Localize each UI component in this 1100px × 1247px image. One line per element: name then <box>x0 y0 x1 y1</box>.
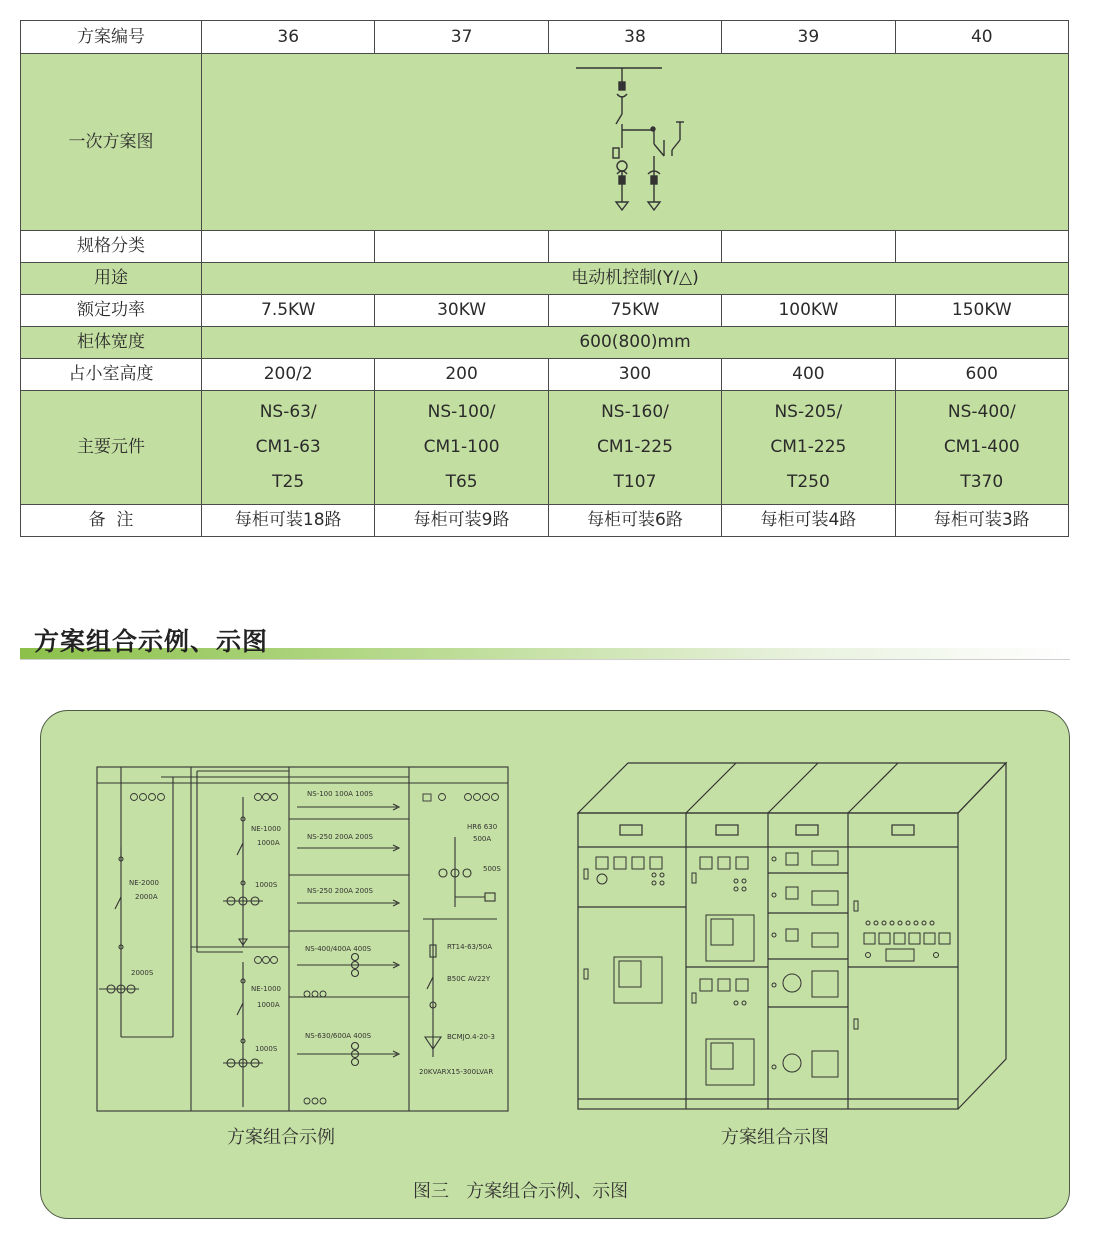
cabinet-width-value: 600(800)mm <box>202 327 1069 359</box>
schematic-label: 1000S <box>255 881 278 889</box>
spec-class-cell <box>895 231 1068 263</box>
right-figure-caption: 方案组合示图 <box>721 1127 829 1148</box>
spec-table <box>20 20 1069 537</box>
compartment-height-cell: 200 <box>375 359 548 391</box>
schematic-label: NS-250 200A 200S <box>307 833 373 841</box>
compartment-height-row <box>21 359 1069 391</box>
spec-class-cell <box>375 231 548 263</box>
rated-power-label: 额定功率 <box>21 295 202 327</box>
schematic-label: NS-100 100A 100S <box>307 790 373 798</box>
spec-class-cell <box>202 231 375 263</box>
cabinet-illustration <box>576 763 1008 1113</box>
notes-cell: 每柜可装18路 <box>202 505 375 537</box>
component-line: CM1-63 <box>255 437 321 457</box>
notes-row <box>21 505 1069 537</box>
cabinet-width-row <box>21 327 1069 359</box>
rated-power-cell: 100KW <box>722 295 895 327</box>
spec-class-row <box>21 231 1069 263</box>
scheme-number-38: 38 <box>548 21 721 54</box>
compartment-height-cell: 200/2 <box>202 359 375 391</box>
scheme-number-39: 39 <box>722 21 895 54</box>
scheme-number-row <box>21 21 1069 54</box>
main-components-cell <box>895 391 1068 505</box>
figure-caption: 图三 方案组合示例、示图 <box>413 1181 629 1202</box>
compartment-height-cell: 600 <box>895 359 1068 391</box>
schematic-label: HR6 630 <box>467 823 498 831</box>
schematic-label: RT14-63/50A <box>447 943 493 951</box>
cabinet-width-label: 柜体宽度 <box>21 327 202 359</box>
scheme-number-36: 36 <box>202 21 375 54</box>
component-line: CM1-100 <box>423 437 500 457</box>
component-line: T107 <box>613 472 657 492</box>
component-line: T65 <box>445 472 478 492</box>
section-divider <box>20 659 1070 660</box>
primary-diagram-label: 一次方案图 <box>21 54 202 231</box>
use-row <box>21 263 1069 295</box>
primary-diagram-row <box>21 54 1069 231</box>
rated-power-cell: 7.5KW <box>202 295 375 327</box>
compartment-height-label: 占小室高度 <box>21 359 202 391</box>
schematic-label: 500S <box>483 865 501 873</box>
notes-cell: 每柜可装3路 <box>895 505 1068 537</box>
schematic-label: 2000S <box>131 969 154 977</box>
schematic-label: 20KVARX15-300LVAR <box>419 1068 494 1076</box>
schematic-label: NE-1000 <box>251 825 281 833</box>
component-line: CM1-225 <box>770 437 847 457</box>
rated-power-cell: 150KW <box>895 295 1068 327</box>
schematic-label: 2000A <box>135 893 158 901</box>
schematic-label: 1000A <box>257 839 280 847</box>
compartment-height-cell: 300 <box>548 359 721 391</box>
compartment-height-cell: 400 <box>722 359 895 391</box>
schematic-label: 500A <box>473 835 492 843</box>
combination-schematic <box>97 767 509 1113</box>
scheme-number-label: 方案编号 <box>21 21 202 54</box>
section-title: 方案组合示例、示图 <box>34 627 269 656</box>
rated-power-cell: 75KW <box>548 295 721 327</box>
component-line: NS-63/ <box>259 402 317 422</box>
schematic-label: NE-1000 <box>251 985 281 993</box>
schematic-label: 1000A <box>257 1001 280 1009</box>
schematic-label: 1000S <box>255 1045 278 1053</box>
schematic-label: NS-630/600A 400S <box>305 1032 372 1040</box>
schematic-label: NS-250 200A 200S <box>307 887 373 895</box>
scheme-number-40: 40 <box>895 21 1068 54</box>
primary-circuit-diagram-cell <box>202 54 1069 231</box>
main-components-label: 主要元件 <box>21 391 202 505</box>
schematic-label: NE-2000 <box>129 879 159 887</box>
scheme-number-37: 37 <box>375 21 548 54</box>
main-components-cell <box>548 391 721 505</box>
component-line: T370 <box>960 472 1004 492</box>
notes-cell: 每柜可装4路 <box>722 505 895 537</box>
notes-cell: 每柜可装9路 <box>375 505 548 537</box>
spec-class-label: 规格分类 <box>21 231 202 263</box>
use-value: 电动机控制(Y/△) <box>202 263 1069 295</box>
schematic-label: BCMJO.4-20-3 <box>447 1033 495 1041</box>
component-line: NS-205/ <box>774 402 843 422</box>
use-label: 用途 <box>21 263 202 295</box>
spec-class-cell <box>722 231 895 263</box>
figure-panel <box>40 710 1070 1219</box>
component-line: CM1-400 <box>943 437 1020 457</box>
component-line: NS-400/ <box>947 402 1016 422</box>
main-components-cell <box>375 391 548 505</box>
component-line: T250 <box>786 472 830 492</box>
primary-circuit-diagram <box>576 64 696 224</box>
component-line: T25 <box>272 472 305 492</box>
rated-power-cell: 30KW <box>375 295 548 327</box>
main-components-cell <box>202 391 375 505</box>
notes-label: 备 注 <box>21 505 202 537</box>
schematic-label: B50C AV22Y <box>447 975 491 983</box>
spec-class-cell <box>548 231 721 263</box>
schematic-label: NS-400/400A 400S <box>305 945 372 953</box>
left-figure-caption: 方案组合示例 <box>227 1127 335 1148</box>
component-line: NS-100/ <box>427 402 496 422</box>
notes-cell: 每柜可装6路 <box>548 505 721 537</box>
main-components-cell <box>722 391 895 505</box>
main-components-row <box>21 391 1069 505</box>
component-line: NS-160/ <box>601 402 669 422</box>
rated-power-row <box>21 295 1069 327</box>
component-line: CM1-225 <box>597 437 673 457</box>
